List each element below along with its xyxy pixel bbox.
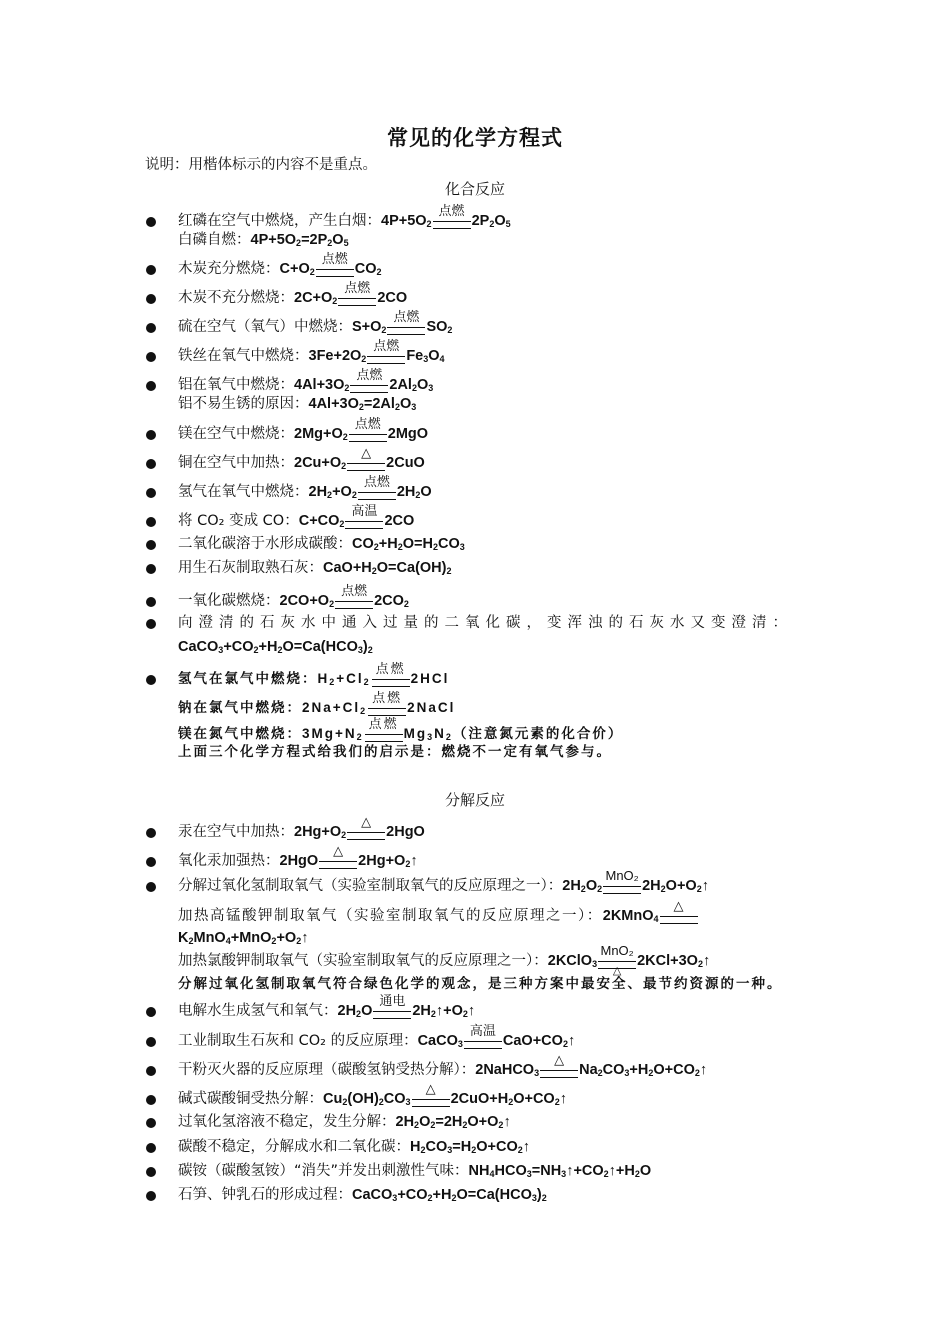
page-title: 常见的化学方程式 [387, 126, 563, 150]
equation-line: 一氧化碳燃烧：$2CO+O_2$ 点燃 $2CO_2$ [178, 583, 409, 609]
bullet [146, 1191, 156, 1201]
equation-line: 石笋、钟乳石的形成过程：$CaCO_3+CO_2+H_2O=Ca(HCO_3)_2$ [178, 1187, 547, 1203]
bullet [146, 488, 156, 498]
bullet [146, 352, 156, 362]
bullet [146, 294, 156, 304]
bullet [146, 1167, 156, 1177]
equation-line: 红磷在空气中燃烧，产生白烟：$4P+5O_2$ 点燃 $2P_2O_5$ [178, 203, 511, 229]
equation-line: 氢气在氯气中燃烧：$H_2+Cl_2$ 点燃 2HCl [178, 661, 450, 687]
bullet [146, 459, 156, 469]
bullet [146, 430, 156, 440]
bullet [146, 517, 156, 527]
equation-line: 碱式碳酸铜受热分解：$Cu_2(OH)_2CO_3$ △ $2CuO+H_2O+CO_2↑$ [178, 1081, 567, 1107]
equation-line: 分解过氧化氢制取氧气符合绿色化学的观念，是三种方案中最安全、最节约资源的一种。 [178, 976, 783, 992]
section-heading-combination: 化合反应 [444, 180, 505, 198]
equation-line: 过氧化氢溶液不稳定，发生分解：$2H_2O_2=2H_2O+O_2↑$ [178, 1114, 511, 1130]
equation-line: 镁在氮气中燃烧：$3Mg+N_2$ 点燃 $Mg_3N_2$（注意氮元素的化合价） [178, 716, 624, 742]
section-heading-decomposition: 分解反应 [444, 791, 505, 809]
bullet [146, 857, 156, 867]
equation-line: 木炭不充分燃烧：$2C+O_2$ 点燃 2CO [178, 280, 408, 306]
bullet [146, 675, 156, 685]
equation-line: 向澄清的石灰水中通入过量的二氧化碳，变浑浊的石灰水又变澄清： [178, 615, 793, 631]
equation-line: 氧化汞加强热：2HgO △ $2Hg+O_2↑$ [178, 843, 418, 869]
bullet [146, 1007, 156, 1017]
bullet [146, 1118, 156, 1128]
equation-line: 分解过氧化氢制取氧气（实验室制取氧气的反应原理之一）：$2H_2O_2$ MnO₂ $2H_2O+O_2↑$ [178, 868, 709, 894]
bullet [146, 882, 156, 892]
bullet [146, 564, 156, 574]
equation-line: 木炭充分燃烧：$C+O_2$ 点燃 $CO_2$ [178, 251, 382, 277]
bullet [146, 381, 156, 391]
bullet [146, 217, 156, 227]
equation-line: 加热氯酸钾制取氧气（实验室制取氧气的反应原理之一）：2KClO$_3$ MnO₂ △ $2KCl+3O_2↑$ [178, 943, 711, 977]
equation-line: 加热高锰酸钾制取氧气（实验室制取氧气的反应原理之一）：2KMnO$_4$ △ [178, 906, 699, 926]
equation-line: 碳酸不稳定，分解成水和二氧化碳：$H_2CO_3=H_2O+CO_2↑$ [178, 1139, 530, 1155]
bullet [146, 1066, 156, 1076]
equation-line: 镁在空气中燃烧：$2Mg+O_2$ 点燃 2MgO [178, 416, 429, 442]
equation-line: 铜在空气中加热：$2Cu+O_2$ △ 2CuO [178, 445, 425, 471]
equation-line: $K_2MnO_4+MnO_2+O_2↑$ [178, 930, 309, 946]
equation-line: 电解水生成氢气和氧气：$2H_2O$ 通电 $2H_2↑+O_2↑$ [178, 993, 476, 1019]
bullet [146, 1037, 156, 1047]
note-text: 说明：用楷体标示的内容不是重点。 [145, 157, 377, 173]
equation-line: $CaCO_3+CO_2+H_2O=Ca(HCO_3)_2$ [178, 639, 373, 655]
equation-line: 汞在空气中加热：$2Hg+O_2$ △ 2HgO [178, 814, 425, 840]
equation-line: 硫在空气（氧气）中燃烧：$S+O_2$ 点燃 $SO_2$ [178, 309, 453, 335]
equation-line: 干粉灭火器的反应原理（碳酸氢钠受热分解）：2NaHCO$_3$ △ $Na_2CO_3+H_2O+CO_2↑$ [178, 1052, 708, 1078]
equation-line: 铝在氧气中燃烧：$4Al+3O_2$ 点燃 $2Al_2O_3$ [178, 367, 434, 393]
bullet [146, 1095, 156, 1105]
bullet [146, 828, 156, 838]
bullet [146, 265, 156, 275]
bullet [146, 619, 156, 629]
equation-line: 碳铵（碳酸氢铵）“消失”并发出刺激性气味：$NH_4HCO_3=NH_3↑+CO_2↑+H_2O$ [178, 1163, 652, 1179]
equation-line: 上面三个化学方程式给我们的启示是：燃烧不一定有氧气参与。 [178, 744, 612, 760]
equation-line: 用生石灰制取熟石灰：$CaO+H_2O=Ca(OH)_2$ [178, 560, 452, 576]
equation-line: 氢气在氧气中燃烧：$2H_2+O_2$ 点燃 $2H_2O$ [178, 474, 432, 500]
bullet [146, 540, 156, 550]
equation-line: 钠在氯气中燃烧：$2Na+Cl_2$ 点燃 2NaCl [178, 690, 456, 716]
equation-line: 将 CO₂ 变成 CO：$C+CO_2$ 高温 2CO [178, 503, 415, 529]
equation-line: 工业制取生石灰和 CO₂ 的反应原理：CaCO$_3$ 高温 $CaO+CO_2↑$ [178, 1023, 576, 1049]
equation-line: 白磷自燃：$4P+5O_2=2P_2O_5$ [178, 232, 349, 248]
equation-line: 二氧化碳溶于水形成碳酸：$CO_2+H_2O=H_2CO_3$ [178, 536, 465, 552]
bullet [146, 323, 156, 333]
equation-line: 铝不易生锈的原因：$4Al+3O_2=2Al_2O_3$ [178, 396, 417, 412]
equation-line: 铁丝在氧气中燃烧：$3Fe+2O_2$ 点燃 $Fe_3O_4$ [178, 338, 445, 364]
bullet [146, 1143, 156, 1153]
bullet [146, 597, 156, 607]
